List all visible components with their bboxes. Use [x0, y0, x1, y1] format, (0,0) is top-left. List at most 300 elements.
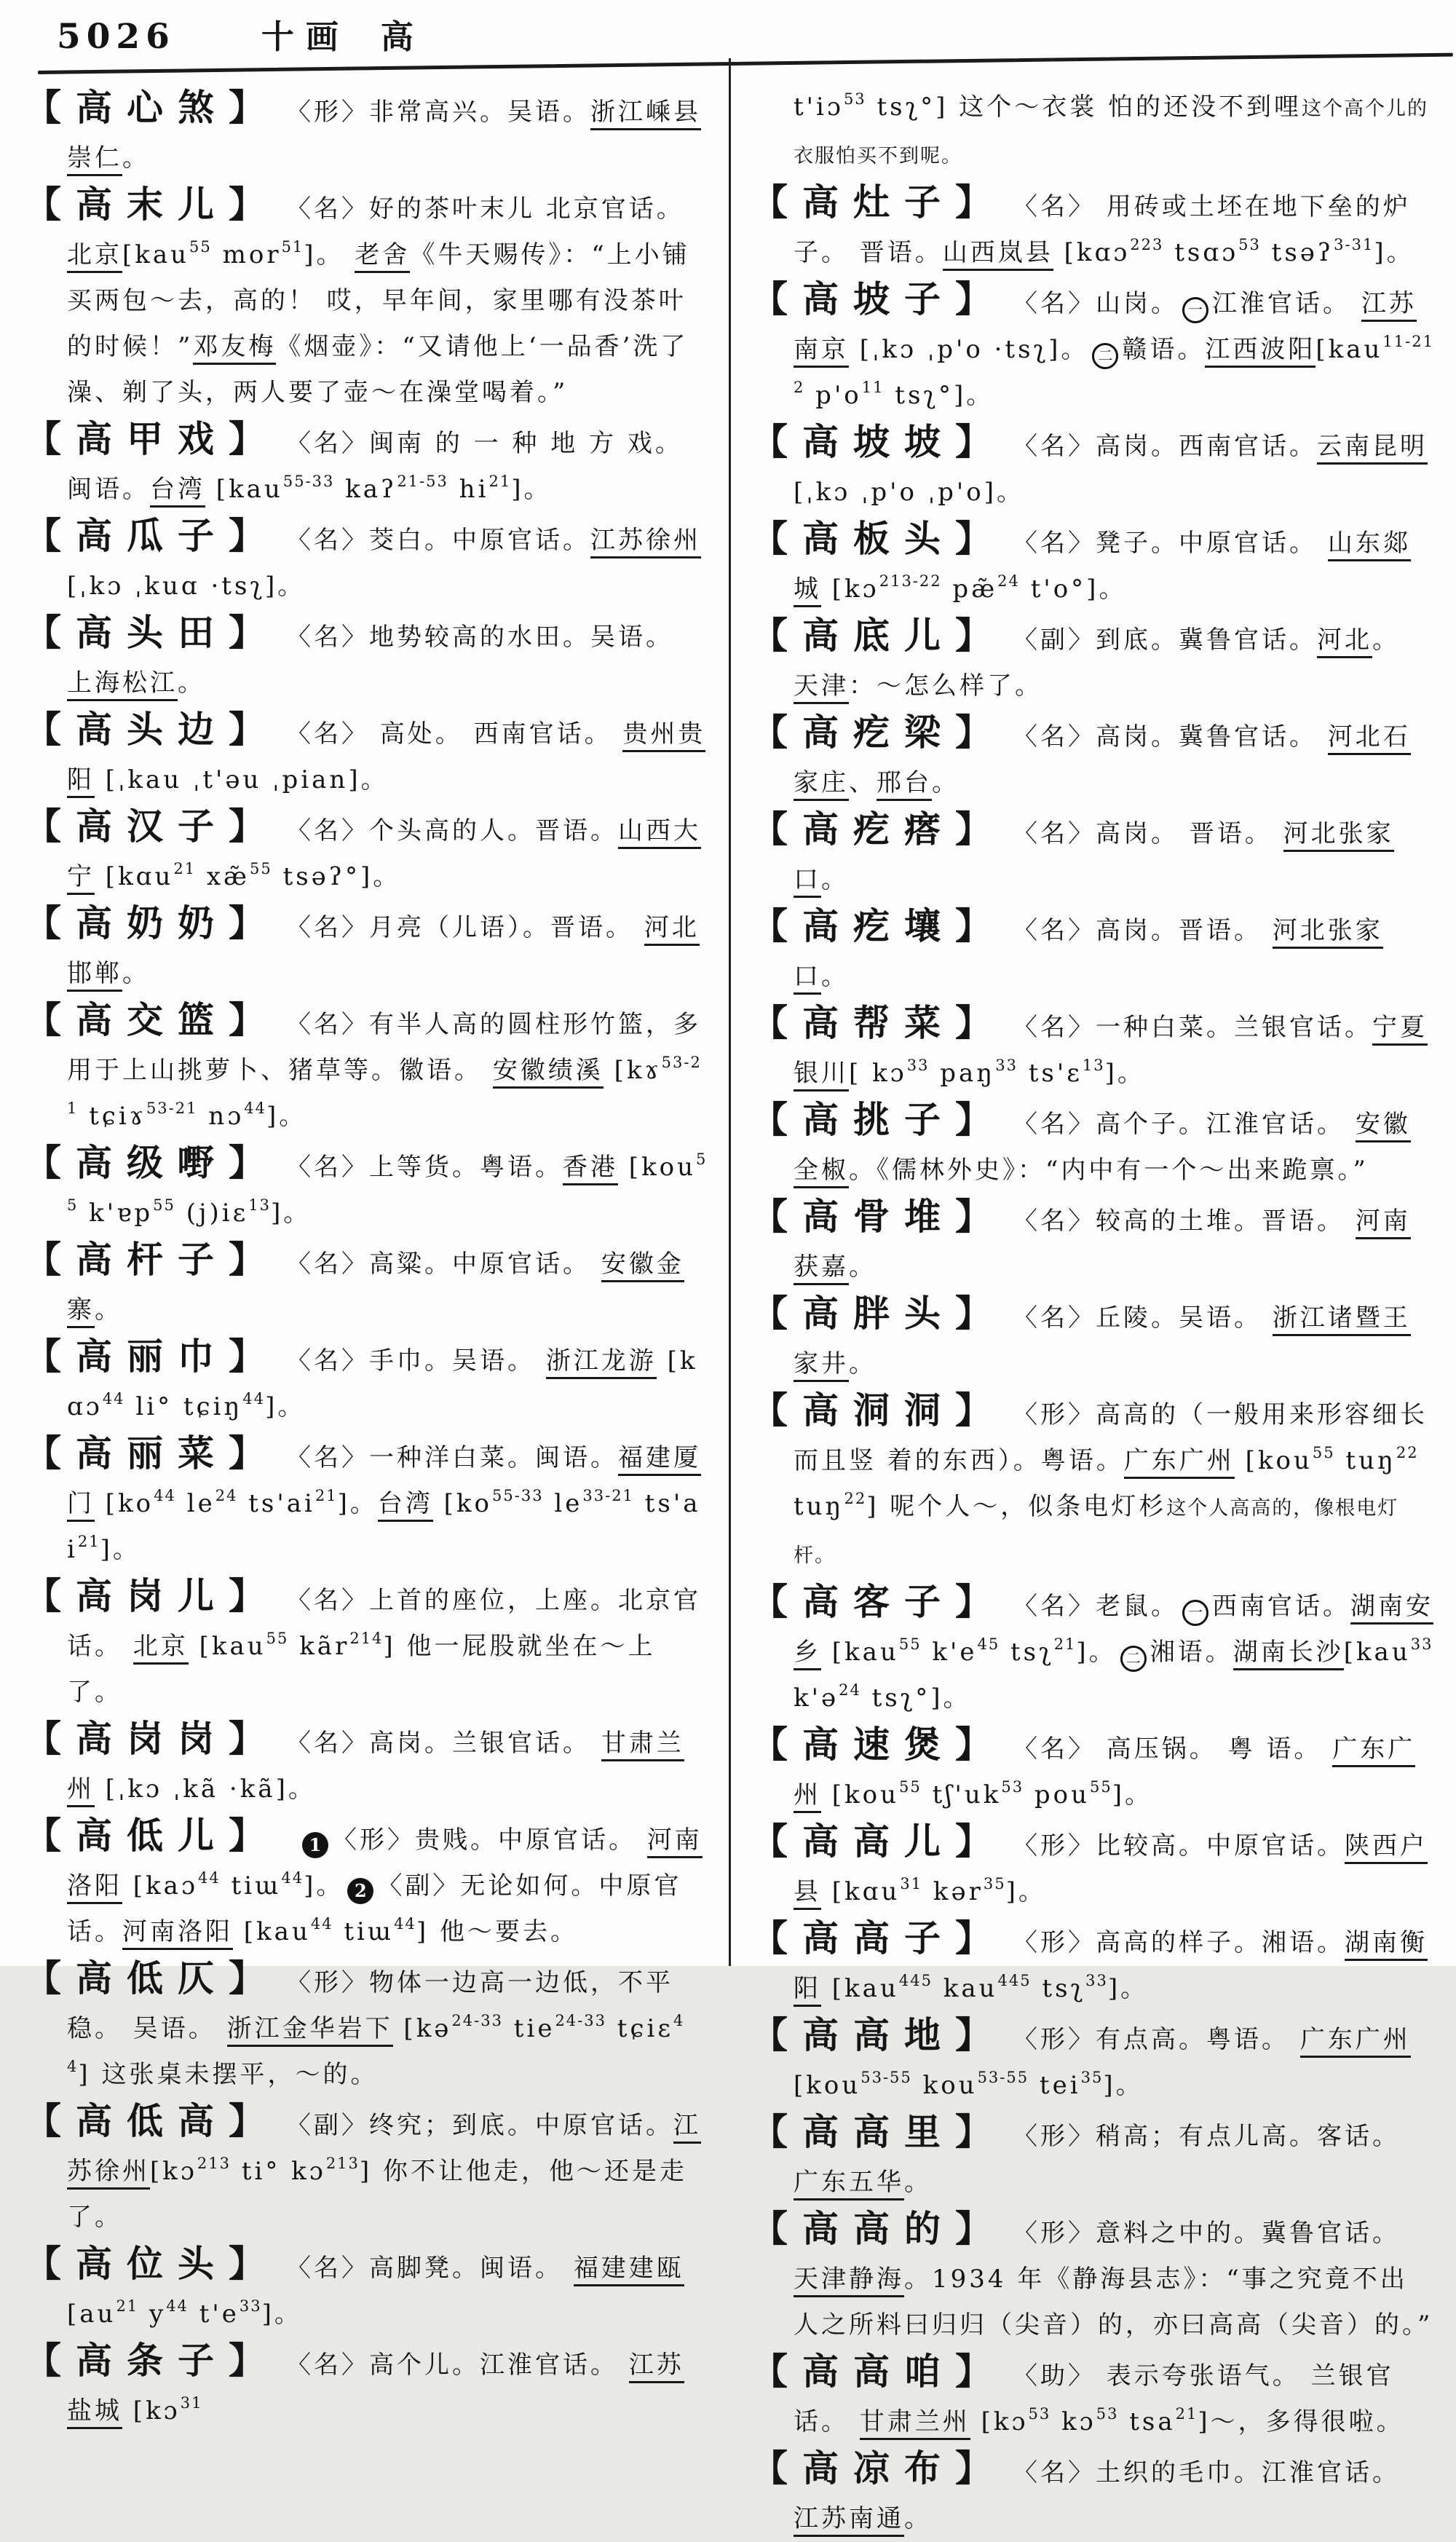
entry-text: 〈形〉物体一边高一边低，不平稳。 吴语。 [67, 1968, 673, 2043]
example-gloss: 这个人高高的，像根电灯杆。 [794, 1497, 1399, 1567]
entry-text: ]。 [304, 240, 355, 269]
place-name: 广东五华 [794, 2168, 904, 2200]
entry-headword: 【高高子】 [751, 1917, 1006, 1959]
entry-text: 〈名〉高岗。兰银官话。 [298, 1729, 601, 1758]
tone-superscript: 21 [314, 1487, 338, 1504]
entry-text: [ˌkɔ ˌp'o ˌp'o]。 [794, 478, 1024, 507]
entry-text: 《烟壶》：“又请他上‘一品香’洗了澡、剃了头，两人要了壶～在澡堂喝着。” [67, 332, 689, 407]
entry-text: tsa [1118, 2407, 1176, 2436]
place-name: 江西波阳 [1205, 335, 1315, 368]
entry-headword: 【高岗儿】 [25, 1574, 280, 1617]
entry-text: [ˌkɔ ˌkã ·kã]。 [95, 1775, 316, 1804]
tone-superscript: 35 [1080, 2069, 1104, 2086]
tone-superscript: 13 [248, 1196, 272, 1214]
dictionary-entry [751, 1721, 1434, 1818]
place-name: 北京 [133, 1632, 189, 1665]
dictionary-entry [25, 513, 708, 609]
place-name: 山西大宁 [67, 816, 701, 895]
tone-superscript: 51 [281, 238, 304, 256]
place-name: 甘肃兰州 [67, 1729, 684, 1807]
entry-text: ]。 [1005, 1877, 1046, 1906]
entry-headword: 【高条子】 [25, 2339, 280, 2382]
tone-superscript: 24-33 [555, 2012, 606, 2029]
dictionary-entry [751, 903, 1434, 1000]
entry-text: [kau [205, 475, 283, 504]
tone-superscript: 44 [242, 1390, 266, 1408]
entry-text: [kɑɔ [1053, 238, 1131, 267]
entry-text: 〈名〉上等货。粤语。 [298, 1153, 563, 1182]
entry-headword: 【高低儿】 [25, 1814, 280, 1857]
entry-text: 〈名〉月亮（儿语）。晋语。 [298, 913, 644, 942]
entry-text: ]。 [1103, 2071, 1144, 2100]
place-name: 江苏南通 [794, 2504, 904, 2537]
entry-text: t'e [188, 2300, 240, 2329]
dictionary-entry [25, 609, 708, 706]
tone-superscript: 55 [153, 1196, 175, 1214]
entry-text: [kɔ [821, 575, 879, 604]
entry-text: (j)iɛ [175, 1199, 249, 1228]
dictionary-entry [751, 1387, 1434, 1579]
tone-superscript: 55-33 [282, 473, 335, 490]
place-name: 云南昆明 [1317, 432, 1428, 465]
entry-text: kau [932, 1974, 998, 2003]
tone-superscript: 24 [997, 572, 1020, 590]
entry-text: 〈名〉地势较高的水田。吴语。 [298, 623, 673, 652]
tone-superscript: 31 [900, 1875, 923, 1892]
dictionary-entry [751, 2445, 1434, 2542]
entry-text: ] 呢个人～，似条电灯杉 [866, 1492, 1167, 1521]
entry-headword: 【高头边】 [25, 708, 280, 751]
tone-superscript: 55 [189, 238, 212, 256]
place-name: 安徽绩溪 [493, 1056, 604, 1089]
entry-headword: 【高汉子】 [25, 805, 280, 848]
entry-text: 湘语。 [1150, 1638, 1233, 1667]
tone-superscript: 44 [310, 1915, 333, 1933]
entry-text: k'ɐp [78, 1199, 154, 1228]
tone-superscript: 55 [266, 1630, 289, 1647]
entry-text: 。 [122, 959, 150, 988]
entry-text: [kau [1315, 335, 1383, 364]
dictionary-entry [25, 706, 708, 803]
dictionary-entry [751, 1097, 1434, 1193]
place-name: 浙江龙游 [546, 1346, 657, 1379]
entry-headword: 【高杆子】 [25, 1238, 280, 1281]
entry-text: [kau [122, 240, 190, 269]
entry-text: 西南官话。 [1212, 1592, 1350, 1621]
entry-text: 〈名〉丘陵。吴语。 [1025, 1303, 1273, 1333]
entry-text: tsəʔ [1260, 238, 1334, 267]
tone-superscript: 11-212 [794, 333, 1434, 396]
tone-superscript: 24 [839, 1681, 861, 1699]
entry-text: ts'ai [67, 1489, 701, 1564]
entry-text: nɔ [197, 1102, 245, 1131]
place-name: 河北张家口 [794, 916, 1383, 995]
entry-text: 〈名〉高个儿。江淮官话。 [298, 2350, 629, 2380]
entry-text: tsəʔ°]。 [272, 862, 401, 891]
entry-text: tiɯ [220, 1871, 282, 1900]
tone-superscript: 44 [394, 1915, 416, 1933]
place-name: 浙江诸暨王家井 [794, 1303, 1411, 1382]
entry-text: 。 [932, 768, 960, 797]
entry-headword: 【高高地】 [751, 2013, 1006, 2056]
tone-superscript: 55 [898, 1635, 922, 1653]
tone-superscript: 53 [1238, 236, 1261, 253]
tone-superscript: 21 [173, 860, 197, 877]
entry-text: t'o°]。 [1019, 575, 1127, 604]
entry-headword: 【高级嘢】 [25, 1141, 280, 1184]
entry-text: ]。 [265, 1392, 306, 1421]
tone-superscript: 33 [1410, 1635, 1433, 1653]
entry-text: ]。 [100, 1535, 141, 1564]
dictionary-entry [751, 2348, 1434, 2445]
sense-marker: 2 [347, 1878, 373, 1904]
entry-text: 〈名〉高粱。中原官话。 [298, 1250, 601, 1279]
tone-superscript: 214 [349, 1630, 384, 1647]
entry-text: ] 他一屁股就坐在～上了。 [67, 1632, 656, 1707]
entry-text: [kɑu [821, 1877, 901, 1906]
place-name: 河北邯郸 [67, 913, 700, 992]
tone-superscript: 55 [1312, 1444, 1335, 1461]
entry-text: kou [911, 2071, 978, 2100]
entry-text: [kau [233, 1917, 311, 1946]
tone-superscript: 24-33 [451, 2012, 503, 2029]
tone-superscript: 53-55 [860, 2069, 912, 2086]
entry-text: 〈名〉个头高的人。晋语。 [298, 816, 618, 845]
dictionary-entry [751, 419, 1434, 516]
entry-headword: 【高丽菜】 [25, 1432, 280, 1475]
entry-headword: 【高甲戏】 [25, 417, 280, 460]
entry-headword: 【高洞洞】 [751, 1389, 1006, 1432]
dictionary-entry [751, 516, 1434, 612]
entry-headword: 【高高里】 [751, 2110, 1006, 2153]
place-name: 河南洛阳 [122, 1917, 233, 1950]
entry-headword: 【高低仄】 [25, 1957, 280, 2000]
entry-text: [kɔ [150, 2157, 197, 2186]
entry-text: 〈名〉较高的土堆。晋语。 [1025, 1207, 1356, 1236]
entry-text: 〈副〉无论如何。中原官话。 [67, 1871, 682, 1946]
entry-text: 〈名〉高岗。晋语。 [1025, 916, 1273, 945]
tone-superscript: 55-33 [492, 1487, 544, 1504]
tone-superscript: 44 [166, 2297, 189, 2315]
entry-text: ]。 [1076, 1638, 1117, 1667]
place-name: 台湾 [150, 475, 205, 508]
tone-superscript: 31 [180, 2394, 203, 2412]
place-name: 香港 [563, 1153, 618, 1185]
entry-text: 〈副〉终究；到底。中原官话。 [298, 2111, 673, 2140]
place-name: 山东郯城 [794, 529, 1411, 607]
entry-text: 〈名〉高岗。冀鲁官话。 [1025, 722, 1328, 751]
entry-text: 〈名〉有半人高的圆柱形竹篮，多用于上山挑萝卜、猪草等。徽语。 [67, 1010, 701, 1085]
tone-superscript: 33 [239, 2297, 262, 2315]
entry-text: 〈名〉凳子。中原官话。 [1025, 529, 1328, 558]
entry-text: 。1934 年《静海县志》：“事之究竟不出人之所料曰归归（尖音）的，亦曰高高（尖音）的。” [794, 2265, 1433, 2340]
tone-superscript: 223 [1130, 236, 1164, 253]
place-name: 宁夏银川 [794, 1013, 1428, 1092]
entry-text: kər [922, 1877, 984, 1906]
tone-superscript: 44 [198, 1869, 221, 1887]
entry-text: ts'ai [237, 1489, 315, 1518]
entry-headword: 【高胖头】 [751, 1292, 1006, 1335]
dictionary-entry [751, 1818, 1434, 1915]
place-name: 广东广州 [794, 1734, 1415, 1813]
entry-text: ]。 [1374, 238, 1415, 267]
entry-headword: 【高板头】 [751, 517, 1006, 560]
entry-text: tsɑɔ [1163, 238, 1239, 267]
entry-text: 。 [122, 143, 150, 173]
entry-text: 〈形〉贵贱。中原官话。 [332, 1825, 647, 1855]
entry-text: 。《儒林外史》：“内中有一个～出来跪禀。” [849, 1156, 1369, 1185]
entry-text: [ kɔ [849, 1059, 907, 1088]
entry-headword: 【高交篮】 [25, 998, 280, 1041]
entry-text: [kau [821, 1638, 899, 1667]
entry-text: [kɑu [95, 862, 174, 891]
entry-text: 。 [849, 1349, 877, 1378]
entry-text: tiɯ [333, 1917, 395, 1946]
entry-text: [kə [392, 2014, 452, 2043]
entry-text: 〈名〉老鼠。 [1025, 1592, 1179, 1621]
dictionary-entry [751, 2012, 1434, 2109]
entry-headword: 【高凉布】 [751, 2447, 1006, 2490]
tone-superscript: 53 [1028, 2405, 1051, 2423]
entry-text: 〈名〉高个子。江淮官话。 [1025, 1110, 1356, 1139]
entry-headword: 【高坡坡】 [751, 420, 1006, 463]
entry-text: 〈名〉土织的毛巾。江淮官话。 [1025, 2458, 1400, 2487]
sense-marker: 二 [1120, 1646, 1147, 1672]
entry-text: 〈形〉有点高。粤语。 [1025, 2025, 1300, 2054]
dictionary-entry [751, 1915, 1434, 2012]
place-name: 邢台 [877, 768, 932, 801]
entry-text: [kaɔ [122, 1871, 198, 1900]
entry-text: 〈副〉到底。冀鲁官话。 [1025, 625, 1317, 655]
entry-text: [ˌkɔ ˌkuɑ ·tsʅ]。 [67, 572, 306, 601]
entry-text: 〈名〉一种洋白菜。闽语。 [298, 1443, 618, 1472]
entry-text: ：～怎么样了。 [849, 671, 1042, 700]
entry-text: [kou [1234, 1446, 1313, 1475]
entry-text: t'iɔ [794, 92, 844, 122]
radical-char: 高 [380, 17, 425, 56]
place-name: 安徽金寨 [67, 1250, 684, 1328]
tone-superscript: 24 [215, 1487, 238, 1504]
place-name: 浙江嵊县崇仁 [67, 98, 701, 176]
entry-text: tie [502, 2014, 555, 2043]
entry-text: 。 [904, 2168, 932, 2197]
entry-text: k'ə [794, 1684, 839, 1713]
entry-text: 〈名〉高岗。西南官话。 [1025, 432, 1317, 461]
place-name: 江苏盐城 [67, 2350, 684, 2429]
place-name: 山西岚县 [943, 238, 1053, 271]
entry-text: [ko [95, 1489, 154, 1518]
tone-superscript: 33 [906, 1057, 930, 1074]
tone-superscript: 53 [843, 90, 866, 108]
entry-headword: 【高底儿】 [751, 614, 1006, 657]
entry-text: 〈名〉 用砖或土坯在地下垒的炉子。 晋语。 [794, 192, 1411, 267]
entry-text: hi [448, 475, 489, 504]
sense-marker: 一 [1182, 297, 1208, 323]
place-name: 湖南衡阳 [794, 1928, 1428, 2007]
dictionary-entry [25, 1716, 708, 1812]
place-name: 天津 [794, 671, 849, 704]
entry-text: [kau [821, 1974, 899, 2003]
entry-text: 〈形〉高高的样子。湘语。 [1025, 1928, 1345, 1957]
tone-superscript: 55 [1090, 1778, 1112, 1796]
right-column [751, 84, 1434, 2542]
entry-text: [ko [432, 1489, 493, 1518]
entry-headword: 【高骨堆】 [751, 1195, 1006, 1238]
entry-text: 〈名〉高岗。 晋语。 [1025, 819, 1283, 848]
place-name: 台湾 [378, 1489, 433, 1522]
entry-text: ] 你不让他走，他～还是走了。 [67, 2157, 687, 2232]
place-name: 江苏南京 [794, 289, 1417, 368]
sense-marker: 二 [1092, 343, 1118, 369]
stroke-count-label: 十画 [261, 17, 350, 56]
entry-text: 赣语。 [1122, 335, 1206, 364]
tone-superscript: 33 [1085, 1972, 1108, 1989]
entry-text: [kou [618, 1153, 697, 1182]
dictionary-entry [751, 179, 1434, 276]
place-name: 上海松江 [67, 668, 178, 701]
dictionary-entry [25, 1236, 708, 1333]
entry-text: 〈名〉上首的座位，上座。北京官话。 [67, 1586, 701, 1661]
tone-superscript: 35 [983, 1875, 1006, 1892]
entry-text: 〈助〉 表示夸张语气。 兰银官话。 [794, 2361, 1394, 2436]
entry-text: ]～，多得很啦。 [1198, 2407, 1404, 2436]
dictionary-entry [751, 2109, 1434, 2206]
entry-text: tsʅ [1031, 1974, 1086, 2003]
entry-headword: 【高疙瘩】 [751, 808, 1006, 850]
place-name: 河北张家口 [794, 819, 1394, 898]
dictionary-entry [25, 2098, 708, 2241]
entry-text: 〈名〉手巾。吴语。 [298, 1346, 546, 1375]
entry-text: 。 [821, 962, 849, 991]
place-name: 甘肃兰州 [860, 2407, 970, 2440]
place-name: 浙江金华岩下 [227, 2014, 393, 2047]
dictionary-entry [751, 1290, 1434, 1387]
entry-text: [kou [794, 2071, 861, 2100]
place-name: 福建厦门 [67, 1443, 701, 1522]
tone-superscript: 445 [898, 1972, 933, 1989]
dictionary-entry [25, 803, 708, 900]
tone-superscript: 21 [1175, 2405, 1198, 2423]
entry-text: [ˌkau ˌt'əu ˌpian]。 [95, 765, 389, 794]
entry-text: ]。 [337, 1489, 378, 1518]
entry-text: 〈名〉 高压锅。 粤 语。 [1025, 1734, 1333, 1764]
entry-text: 。 [178, 668, 205, 698]
entry-text: pou [1024, 1780, 1091, 1809]
place-name: 河北石家庄 [794, 722, 1411, 801]
entry-text: p'o [804, 381, 862, 410]
entry-text: tsʅ°] 这个～衣裳 怕的还没不到哩 [866, 92, 1302, 122]
entry-text: le [543, 1489, 583, 1518]
tone-superscript: 445 [997, 1972, 1032, 1989]
entry-text: [kɑɔ [67, 1346, 698, 1421]
entry-headword: 【高疙梁】 [751, 711, 1006, 754]
tone-superscript: 44 [102, 1390, 125, 1408]
entry-text: [kou [821, 1780, 900, 1809]
entry-text: tsʅ°]。 [884, 381, 994, 410]
dictionary-entry [25, 181, 708, 416]
entry-text: kaʔ [334, 475, 397, 504]
entry-text: 。 [904, 2504, 932, 2533]
place-name: 广东广州 [1124, 1446, 1235, 1479]
dictionary-entry [25, 1812, 708, 1955]
entry-headword: 【高丽巾】 [25, 1335, 280, 1378]
tone-superscript: 213 [325, 2155, 360, 2172]
tone-superscript: 33-21 [582, 1487, 634, 1504]
dictionary-entry [751, 709, 1434, 806]
entry-text: tuŋ [794, 1492, 844, 1521]
place-name: 福建建瓯 [574, 2254, 684, 2286]
tone-superscript: 22 [844, 1490, 867, 1507]
tone-superscript: 21 [1053, 1635, 1077, 1653]
entry-headword: 【高高的】 [751, 2207, 1006, 2250]
tone-superscript: 21 [116, 2297, 139, 2315]
tone-superscript: 45 [977, 1635, 1000, 1653]
entry-text: ] 他～要去。 [416, 1917, 578, 1946]
entry-headword: 【高头田】 [25, 611, 280, 654]
entry-text: 。 [849, 1252, 877, 1282]
entry-text: tɕiɤ [78, 1102, 146, 1131]
tone-superscript: 55 [899, 1778, 922, 1796]
tone-superscript: 55 [67, 1150, 708, 1214]
tone-superscript: 53-55 [977, 2069, 1029, 2086]
entry-text: ]。 [1107, 1974, 1149, 2003]
tone-superscript: 21 [77, 1533, 100, 1550]
page-header [57, 10, 425, 58]
tone-superscript: 3-31 [1334, 236, 1374, 253]
entry-text: ti° kɔ [231, 2157, 326, 2186]
tone-superscript: 213 [197, 2155, 232, 2172]
entry-text: ]。 [266, 1102, 307, 1131]
entry-text: 〈形〉稍高；有点儿高。客话。 [1025, 2122, 1400, 2151]
entry-text: 。 [1372, 625, 1400, 655]
tone-superscript: 55 [250, 860, 272, 877]
entry-text: y [138, 2300, 167, 2329]
entry-text: mor [211, 240, 282, 269]
sense-marker: 一 [1182, 1600, 1208, 1626]
left-column [25, 84, 708, 2434]
entry-text: tʃ'uk [921, 1780, 1002, 1809]
place-name: 河南洛阳 [67, 1825, 703, 1904]
entry-text: 〈名〉闽南 的 一 种 地 方 戏。 闽语。 [67, 429, 683, 504]
tone-superscript: 33 [995, 1057, 1018, 1074]
dictionary-entry [25, 84, 708, 181]
place-name: 安徽全椒 [794, 1110, 1411, 1188]
tone-superscript: 21-53 [397, 473, 448, 490]
entry-text: le [175, 1489, 215, 1518]
entry-text: tsʅ°]。 [860, 1684, 971, 1713]
section-title [261, 17, 425, 56]
entry-text: [kau [1343, 1638, 1411, 1667]
tone-superscript: 13 [1082, 1057, 1105, 1074]
entry-text: [kɔ [122, 2396, 181, 2425]
place-name: 老舍 [355, 240, 410, 273]
entry-text: [ˌkɔ ˌp'o ·tsʅ]。 [849, 335, 1089, 364]
entry-text: 江淮官话。 [1212, 289, 1361, 318]
entry-headword: 【高心煞】 [25, 86, 280, 129]
page-number: 5026 [57, 17, 175, 57]
entry-text: 〈名〉茭白。中原官话。 [298, 526, 590, 555]
example-gloss: 这个高个儿的衣服怕买不到呢。 [794, 98, 1429, 167]
entry-text: 〈形〉高高的（一般用来形容细长而且竖 着的东西）。粤语。 [794, 1400, 1428, 1475]
entry-headword: 【高挑子】 [751, 1098, 1006, 1141]
entry-text: kãr [288, 1632, 350, 1661]
entry-text: tɕiɛ [606, 2014, 673, 2043]
entry-headword: 【高末儿】 [25, 183, 280, 226]
entry-text: 《牛天赐传》：“上小铺买两包～去，高的！ 哎，早年间，家里哪有没茶叶的时候！” [67, 240, 690, 361]
entry-headword: 【高奶奶】 [25, 901, 280, 944]
entry-text: 〈名〉一种白菜。兰银官话。 [1025, 1013, 1372, 1042]
entry-text: ]。 [271, 1199, 312, 1228]
